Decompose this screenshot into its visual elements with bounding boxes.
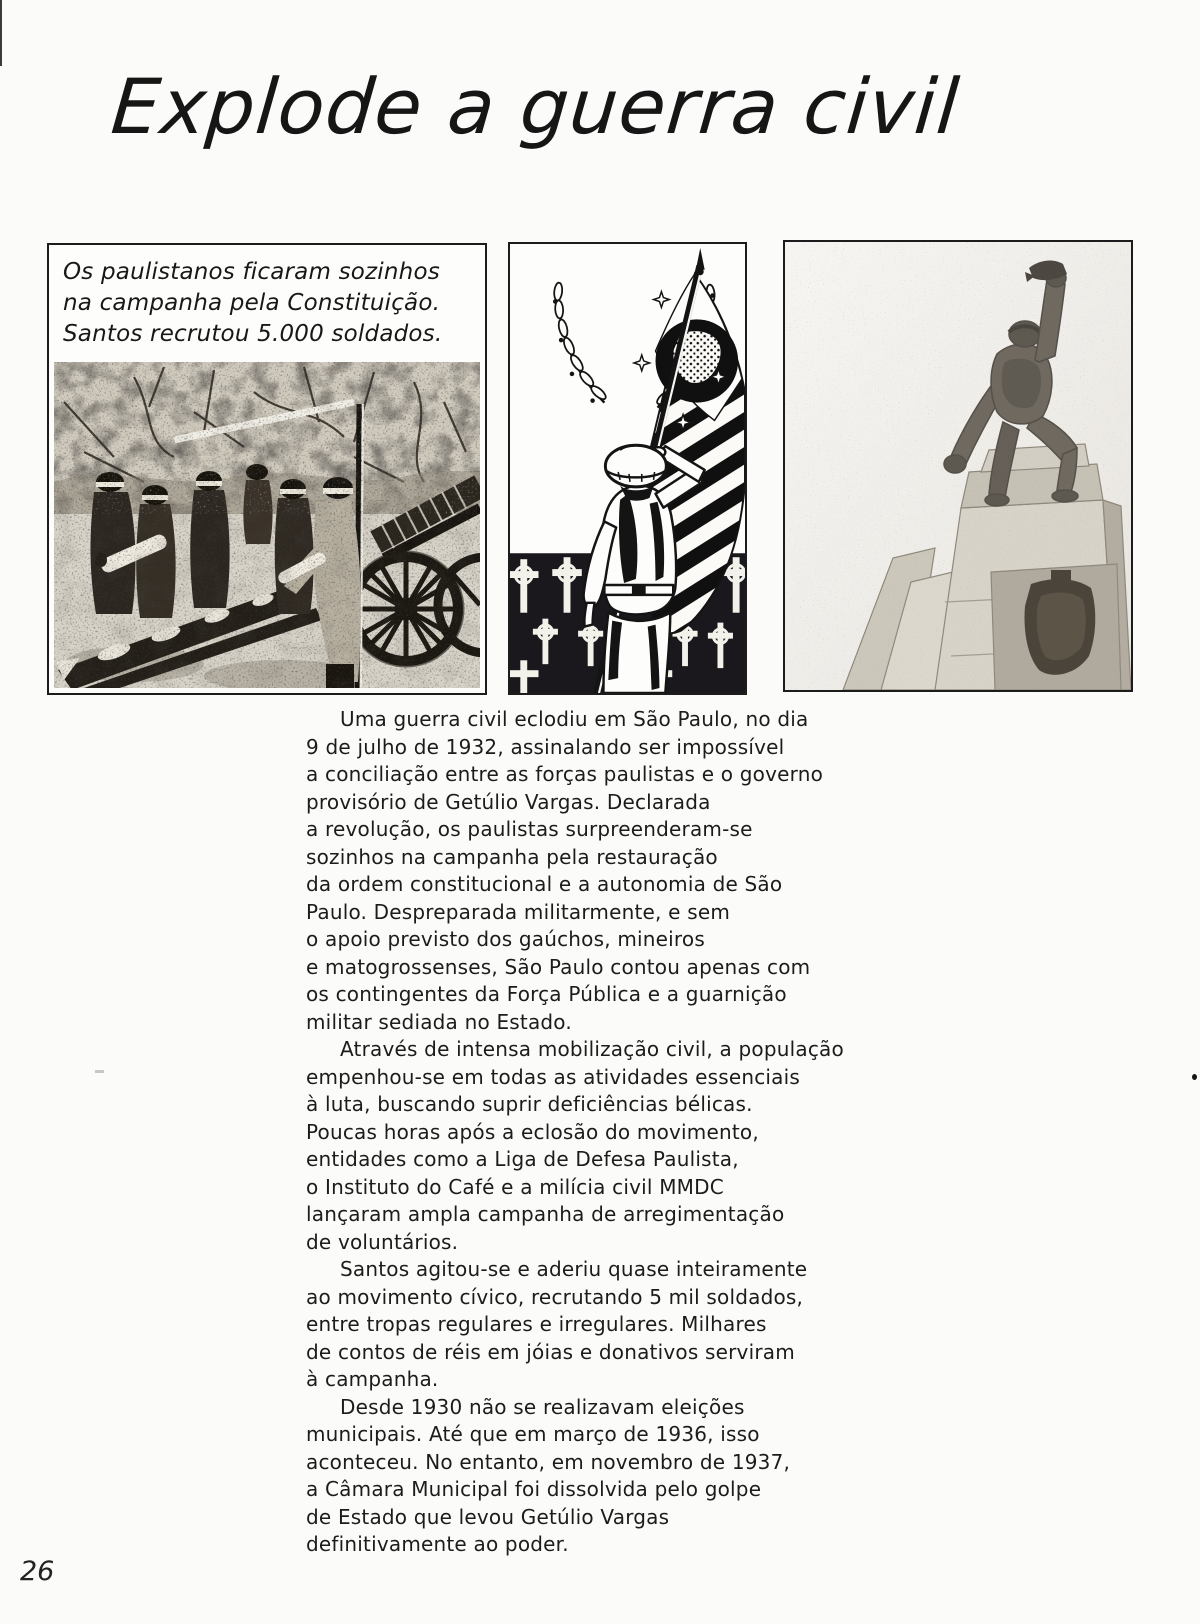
article-paragraph-4: Desde 1930 não se realizavam eleições municipais. Até que em março de 1936, isso aconteceu. No entanto, em novembro de 1937, a Câmara Municipal foi dissolvida pelo golpe de Estado que levou Getúlio Vargas definitivamente ao poder. [306, 1394, 791, 1556]
figure-monument-photo [783, 240, 1133, 692]
page-number: 26 [20, 1556, 55, 1587]
page-title: Explode a guerra civil [108, 62, 964, 151]
article-paragraph-1: Uma guerra civil eclodiu em São Paulo, no dia 9 de julho de 1932, assinalando ser impossível a conciliação entre as forças paulistas e o governo provisório de Getúlio Vargas. Declarada a revolução, os paulistas surpreenderam-se sozinhos na campanha pela restauração da ordem constitucional e a autonomia de São Paulo. Despreparada militarmente, e sem o apoio previsto dos gaúchos, mineiros e matogrossenses, São Paulo contou apenas com os contingentes da Força Pública e a guarnição militar sediada no Estado. [306, 707, 824, 1034]
article-paragraph-3: Santos agitou-se e aderiu quase inteiramente ao movimento cívico, recrutando 5 mil soldados, entre tropas regulares e irregulares. Milhares de contos de réis em jóias e donativos serviram à campanha. [306, 1257, 808, 1391]
scan-dash-artifact [95, 1070, 104, 1073]
scan-edge-artifact [0, 0, 2, 66]
war-photo-image [54, 362, 480, 688]
article-text [306, 706, 844, 1559]
monument-photo-image [785, 242, 1131, 690]
scan-speck-artifact [1192, 1074, 1197, 1080]
article-paragraph-2: Através de intensa mobilização civil, a população empenhou-se em todas as atividades essenciais à luta, buscando suprir deficiências bélicas. Poucas horas após a eclosão do movimento, entidades como a Liga de Defesa Paulista, o Instituto do Café e a milícia civil MMDC lançaram ampla campanha de arregimentação de voluntários. [306, 1037, 844, 1254]
figure-flag-illustration [508, 242, 747, 695]
war-photo-caption: Os paulistanos ficaram sozinhos na campanha pela Constituição. Santos recrutou 5.000 soldados. [63, 259, 443, 347]
flag-illustration-image [510, 244, 745, 693]
figure-war-photo [47, 243, 487, 695]
